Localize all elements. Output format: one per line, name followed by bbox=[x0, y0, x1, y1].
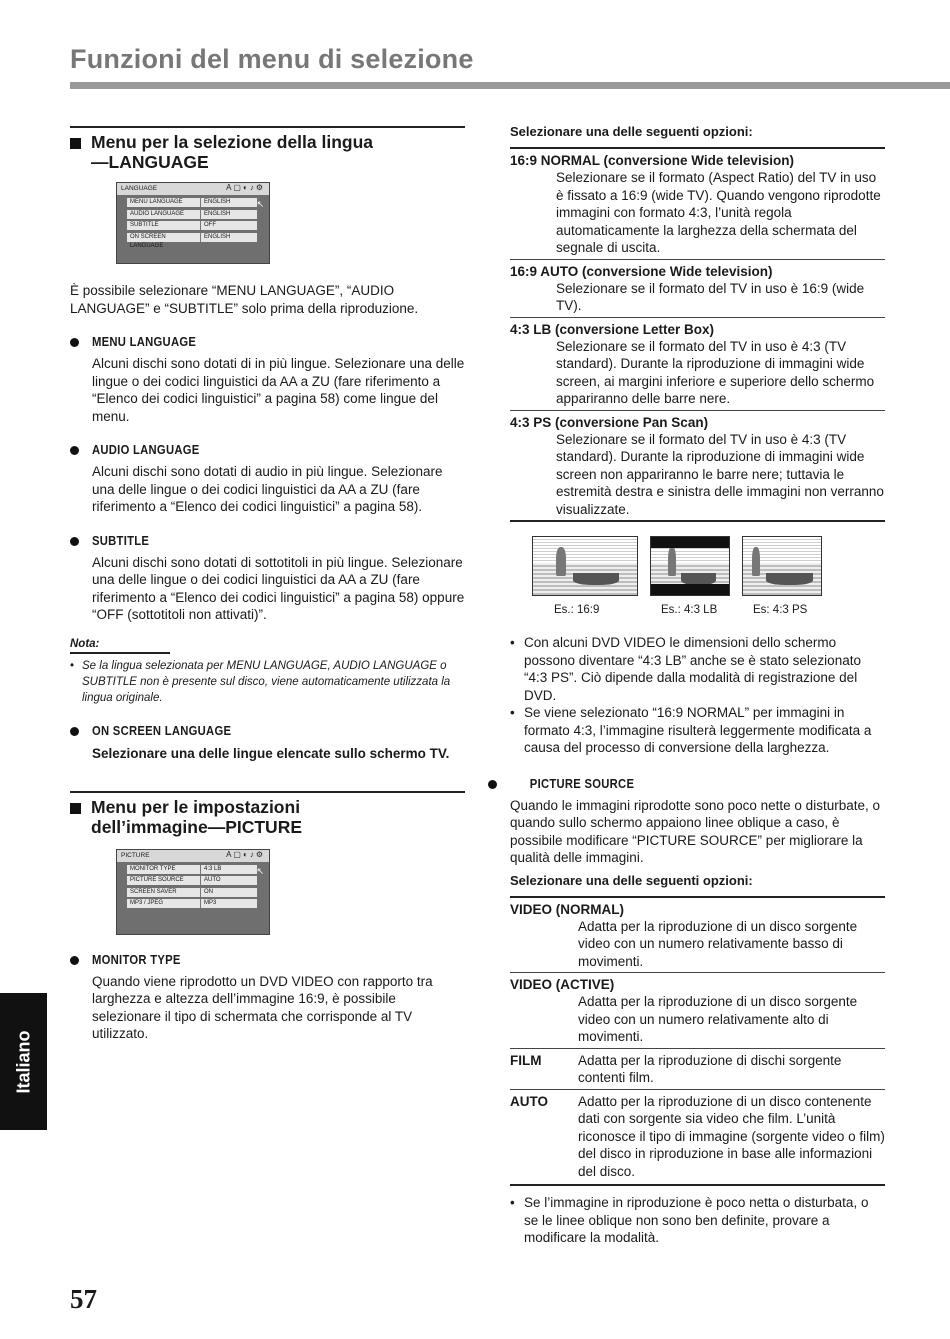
option-text: Selezionare se il formato del TV in uso è 16:9 (wide TV). bbox=[556, 280, 865, 313]
option-text: Adatta per la riproduzione di un disco sorgente video con un numero relativamente alto di movimenti. bbox=[578, 994, 858, 1044]
option-16-9-normal bbox=[510, 147, 885, 259]
square-bullet-icon bbox=[70, 138, 81, 149]
monitor-type-text: Quando viene riprodotto un DVD VIDEO con rapporto tra larghezza e altezza dell’immagine 16:9, è possibile selezionare il tipo di schermata che corrisponde al TV utilizzato. bbox=[92, 973, 433, 1041]
option-title: AUTO bbox=[510, 1093, 549, 1109]
option-title: VIDEO (NORMAL) bbox=[510, 901, 624, 917]
options-end-rule bbox=[510, 520, 885, 522]
menu-language-text: Alcuni dischi sono dotati di in più lingue. Selezionare una delle lingue o dei codici linguistici da AA a ZU (fare riferimento a “Elenco dei codici linguistici” a pagina 58) come lingue del menu. bbox=[92, 356, 465, 424]
option-text: Adatta per la riproduzione di dischi sorgente contenti film. bbox=[578, 1052, 842, 1085]
bullet-icon bbox=[70, 956, 79, 965]
nota-text: • Se la lingua selezionata per MENU LANGUAGE, AUDIO LANGUAGE o SUBTITLE non è presente sul disco, viene automaticamente utilizzata la lingua originale. bbox=[70, 658, 465, 706]
option-text: Selezionare se il formato del TV in uso è 4:3 (TV standard). Durante la riproduzione di immagini wide screen, ai margini inferiore e superiore dello schermo appariranno delle barre nere. bbox=[556, 338, 875, 406]
option-4-3-lb bbox=[510, 317, 885, 410]
menu-row: PICTURE SOURCE AUTO bbox=[127, 876, 257, 885]
option-4-3-ps bbox=[510, 410, 885, 521]
caption: Es.: 4:3 LB bbox=[661, 604, 718, 616]
language-intro: È possibile selezionare “MENU LANGUAGE”, “AUDIO LANGUAGE” e “SUBTITLE” solo prima della riproduzione. bbox=[70, 283, 419, 316]
bullet-icon bbox=[70, 727, 79, 736]
on-screen-language-title: ON SCREEN LANGUAGE bbox=[92, 723, 232, 738]
option-text: Adatta per la riproduzione di un disco sorgente video con un numero relativamente basso di movimenti. bbox=[578, 918, 858, 969]
page-number: 57 bbox=[70, 1284, 97, 1314]
menu-row: MP3 / JPEG MP3 bbox=[127, 899, 257, 908]
monitor-options-heading: Selezionare una delle seguenti opzioni: bbox=[510, 124, 753, 139]
audio-language-text: Alcuni dischi sono dotati di audio in più lingue. Selezionare una delle lingue o dei codici linguistici da AA a ZU (fare riferimento a “Elenco dei codici linguistici” a pagina 58). bbox=[92, 464, 443, 514]
language-section-heading bbox=[70, 126, 465, 172]
picture-menu-screenshot bbox=[116, 849, 270, 935]
nota-title: Nota: bbox=[70, 637, 100, 650]
bullet-icon bbox=[70, 446, 79, 455]
subtitle-item bbox=[70, 534, 465, 624]
menu-row: MENU LANGUAGE ENGLISH bbox=[127, 198, 257, 207]
note-item: • Se l’immagine in riproduzione è poco netta o disturbata, o se le linee oblique non sono ben definite, provare a modificare la modalità. bbox=[510, 1194, 885, 1247]
on-screen-language-item bbox=[70, 724, 465, 761]
menu-header: LANGUAGE bbox=[117, 183, 269, 195]
option-title: 16:9 AUTO (conversione Wide television) bbox=[510, 263, 773, 279]
option-title: 16:9 NORMAL (conversione Wide television) bbox=[510, 153, 794, 168]
menu-row: MONITOR TYPE 4:3 LB bbox=[127, 865, 257, 874]
option-title: VIDEO (ACTIVE) bbox=[510, 977, 615, 992]
option-title: 4:3 PS (conversione Pan Scan) bbox=[510, 414, 709, 430]
menu-language-title: MENU LANGUAGE bbox=[92, 335, 197, 349]
left-column bbox=[70, 126, 465, 1043]
option-video-active bbox=[510, 972, 885, 1048]
aspect-example-images bbox=[510, 536, 885, 596]
title-rule bbox=[70, 82, 950, 89]
picture-heading-line1: Menu per le impostazioni bbox=[91, 796, 301, 817]
picture-source-note bbox=[510, 1194, 885, 1247]
subtitle-title: SUBTITLE bbox=[92, 533, 150, 548]
nota-rule bbox=[70, 652, 170, 654]
option-title: FILM bbox=[510, 1052, 542, 1068]
option-16-9-auto bbox=[510, 259, 885, 317]
audio-language-title: AUDIO LANGUAGE bbox=[92, 443, 200, 457]
note-item: • Se viene selezionato “16:9 NORMAL” per immagini in formato 4:3, l’immagine risulterà leggermente modificata a causa del processo di conversione della larghezza. bbox=[510, 704, 885, 757]
monitor-type-item bbox=[70, 953, 465, 1043]
option-text: Selezionare se il formato (Aspect Ratio) del TV in uso è fissato a 16:9 (wide TV). Quando vengono riprodotte immagini con formato 4:3, l’unità regola automaticamente la larghezza della schermata del segnale di uscita. bbox=[556, 170, 881, 255]
picture-heading-line2: dell’immagine—PICTURE bbox=[91, 816, 303, 837]
cursor-icon: ↖ bbox=[256, 199, 264, 209]
note-item: • Con alcuni DVD VIDEO le dimensioni dello schermo possono diventare “4:3 LB” anche se è stato selezionato “4:3 PS”. Ciò dipende dalla modalità di registrazione del DVD. bbox=[510, 634, 885, 704]
bullet-icon bbox=[488, 780, 497, 789]
side-tab-label: Italiano bbox=[13, 1029, 33, 1094]
subtitle-text: Alcuni dischi sono dotati di sottotitoli in più lingue. Selezionare una delle lingue o dei codici linguistici da AA a ZU (fare riferimento a “Elenco dei codici linguistici” a pagina 58) oppure “OFF (sottotitoli non attivati)”. bbox=[92, 554, 465, 622]
right-column bbox=[510, 124, 885, 1247]
picture-source-text: Quando le immagini riprodotte sono poco nette o disturbate, o quando sullo schermo appaiono linee oblique a caso, è possibile modificare “PICTURE SOURCE” per migliorare la qualità delle immagini. bbox=[510, 797, 880, 865]
menu-row: AUDIO LANGUAGE ENGLISH bbox=[127, 210, 257, 219]
options-end-rule bbox=[510, 1184, 885, 1186]
language-side-tab bbox=[0, 993, 47, 1130]
language-menu-screenshot bbox=[116, 182, 270, 264]
monitor-notes bbox=[510, 634, 885, 757]
menu-tab-icons: A▢◐♪⚙ bbox=[226, 849, 265, 859]
on-screen-language-text: Selezionare una delle lingue elencate sullo schermo TV. bbox=[92, 745, 450, 761]
option-auto bbox=[510, 1089, 885, 1183]
option-text: Selezionare se il formato del TV in uso è 4:3 (TV standard). Durante la riproduzione di immagini wide screen non appariranno le barre nere; tuttavia le estremità destra e sinistra delle immagini non verranno visualizzate. bbox=[556, 431, 884, 517]
example-captions bbox=[510, 604, 885, 616]
option-text: Adatto per la riproduzione di un disco contenente dati con sorgente sia video che film. L’unità riconosce il tipo di immagine (sorgente video o film) del disco in riproduzione in base alle informazioni del disco. bbox=[578, 1093, 885, 1179]
square-bullet-icon bbox=[70, 803, 81, 814]
menu-header: PICTURE bbox=[117, 850, 269, 862]
menu-tab-icons: A▢◐♪⚙ bbox=[226, 183, 265, 192]
page-title: Funzioni del menu di selezione bbox=[70, 44, 474, 74]
picture-source-item bbox=[510, 777, 885, 791]
bullet-icon bbox=[70, 338, 79, 347]
menu-row: SUBTITLE OFF bbox=[127, 221, 257, 230]
picture-source-title: PICTURE SOURCE bbox=[529, 776, 635, 791]
example-4-3-ps-image bbox=[742, 536, 822, 596]
audio-language-item bbox=[70, 443, 465, 516]
bullet-icon bbox=[70, 537, 79, 546]
caption: Es: 4:3 PS bbox=[753, 604, 808, 616]
menu-row: SCREEN SAVER ON bbox=[127, 888, 257, 897]
picture-section-heading bbox=[70, 791, 465, 837]
option-title: 4:3 LB (conversione Letter Box) bbox=[510, 321, 715, 337]
example-4-3-lb-image bbox=[650, 536, 730, 596]
monitor-type-title: MONITOR TYPE bbox=[92, 952, 181, 967]
picture-source-options-heading: Selezionare una delle seguenti opzioni: bbox=[510, 872, 753, 888]
menu-language-item bbox=[70, 335, 465, 425]
caption: Es.: 16:9 bbox=[554, 604, 600, 616]
cursor-icon: ↖ bbox=[256, 865, 264, 876]
option-film bbox=[510, 1048, 885, 1089]
language-heading-line1: Menu per la selezione della lingua bbox=[91, 132, 374, 152]
language-heading-line2: —LANGUAGE bbox=[91, 152, 209, 172]
example-16-9-image bbox=[532, 536, 638, 596]
menu-row: ON SCREEN LANGUAGE ENGLISH bbox=[127, 233, 257, 242]
option-video-normal bbox=[510, 896, 885, 973]
